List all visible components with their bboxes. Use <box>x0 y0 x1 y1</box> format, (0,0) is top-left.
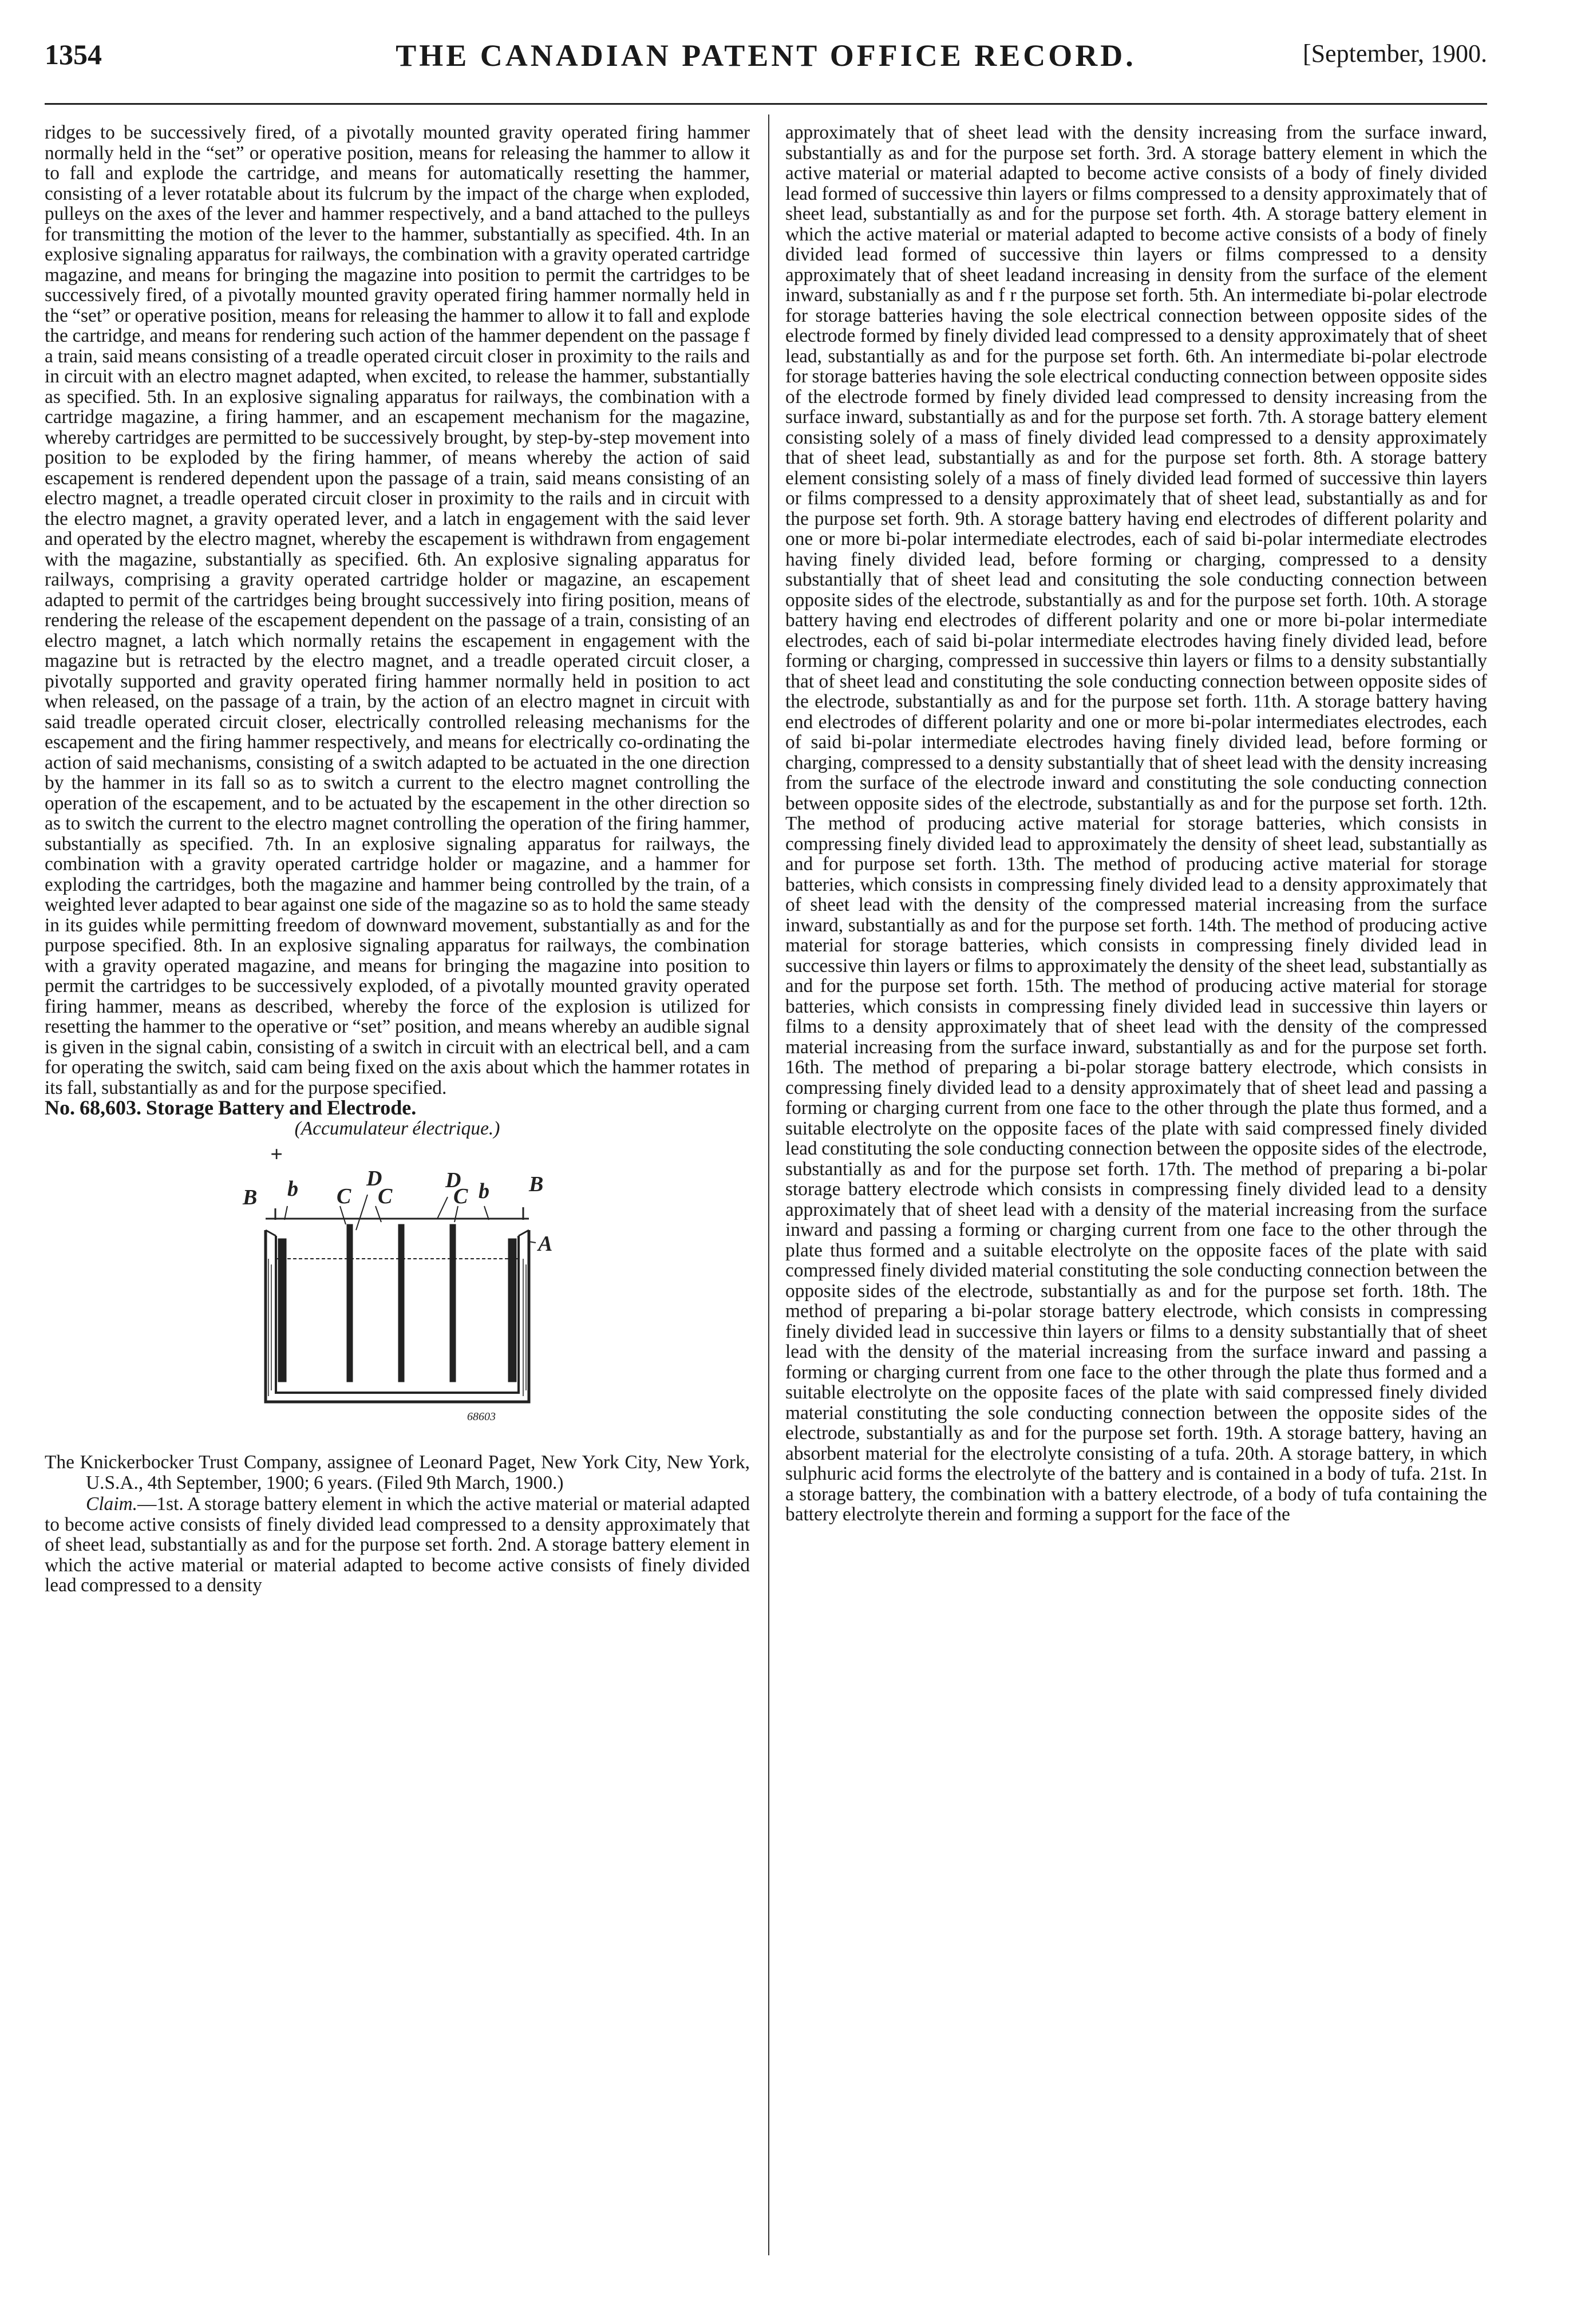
issue-date: [September, 1900. <box>1302 39 1487 68</box>
claims-start-text: —1st. A storage battery element in which the active material or material adapted to become active consists of finely divided lead compressed to a density approximately that of sheet lead, substantially as and for the purpose set forth. 2nd. A storage battery element in which the active material or material adapted to become active consists of finely divided lead compressed to a density <box>45 1493 750 1596</box>
assignee-text: The Knickerbocker Trust Company, assignee of Leonard Paget, New York City, New York, U.S.A., 4th September, 1900; 6 years. (Filed 9th March, 1900.) <box>45 1452 750 1493</box>
figure-label-b-left: B <box>243 1185 258 1210</box>
figure-label-plus: + <box>270 1144 283 1167</box>
journal-title: THE CANADIAN PATENT OFFICE RECORD. <box>396 38 1136 73</box>
figure-label-a: A <box>538 1232 553 1256</box>
figure-label-c-2: C <box>378 1184 393 1208</box>
claims-continuation: approximately that of sheet lead with the density increasing from the surface inward, substantially as and for the purpose set forth. 3rd. A storage battery element in which the active material or material adapted to become active consists of a body of finely divided lead formed of successive thin layers or films compressed to a density approximately that of sheet lead, substantially as and for the purpose set forth. 4th. A storage battery element in which the active material or material adapted to become active consists of a body of finely divided lead formed of successive thin layers or films compressed to a density approximately that of sheet leadand increasing in density from the surface of the element inward, substanially as and f r the purpose set forth. 5th. An intermediate bi-polar electrode for storage batteries having the sole electrical connection between opposite sides of the electrode formed by finely divided lead compressed to a density approximately that of sheet lead, substantially as and for the purpose set forth. 6th. An intermediate bi-polar electrode for storage batteries having the sole electrical conducting connection between opposite sides of the electrode formed by finely divided lead compressed to density increasing from the surface inward, substantially as and for the purpose set forth. 7th. A storage battery element consisting solely of a mass of finely divided lead compressed to a density approximately that of sheet lead, substantially as and for the purpose set forth. 8th. A storage battery element consisting solely of a mass of finely divided lead formed of successive thin layers or films compressed to a density approximately that of sheet lead, substantially as and for the purpose set forth. 9th. A storage battery having end electrodes of different polarity and one or more bi-polar intermediate electrodes, each of said bi-polar intermediate electrodes having finely divided lead, before forming or charging, compressed to a density substantially that of sheet lead and consituting the sole conducting connection between opposite sides of the electrode, substantially as and for the purpose set forth. 10th. A storage battery having end electrodes of different polarity and one or more bi-polar intermediate electrodes, each of said bi-polar intermediate electrodes having finely divided lead, before forming or charging, compressed in successive thin layers or films to a density substantially that of sheet lead and constituting the sole conducting connection between opposite sides of the electrode, substantially as and for the purpose set forth. 11th. A storage battery having end electrodes of different polarity and one or more bi-polar intermediates electrodes, each of said bi-polar intermediate electrodes having finely divided lead, before forming or charging, compressed to a density substantially that of sheet lead with the density increasing from the surface of the electrode inward and constituting the sole conducting connection between opposite sides of the electrode, substantially as and for the purpose set forth. 12th. The method of producing active material for storage batteries, which consists in compressing finely divided lead to approximately the density of sheet lead, substantially as and for purpose set forth. 13th. The method of producing active material for storage batteries, which consists in compressing finely divided lead to a density approximately that of sheet lead with the density of the compressed material increasing from the surface inward, substantially as and for the purpose set forth. 14th. The method of producing active material for storage batteries, which consists in compressing finely divided lead in successive thin layers or films to approximately the density of the sheet lead, substantially as and for the purpose set forth. 15th. The method of producing active material for storage batteries, which consists in compressing finely divided lead in successive thin layers or films to a density approximately that of sheet lead with the density of the compressed material increasing from the surface inward, substantially as and for the purpose set forth. 16th. The method of preparing a bi-polar storage battery electrode, which consists in compressing finely divided lead to a density approximately that of sheet lead and passing a forming or charging current from one face to the other through the plate thus formed, and a suitable electrolyte on the opposite faces of the plate with said compressed finely divided lead constituting the sole conducting connection between the opposite sides of the electrode, substantially as and for the purpose set forth. 17th. The method of preparing a bi-polar storage battery electrode which consists in compressing finely divided lead to a density approximately that of sheet lead with a density of the material increasing from the surface inward and passing a forming or charging current from one face to the other through the plate thus formed and a suitable electrolyte on the opposite faces of the plate with said compressed finely divided material constituting the sole conducting connection between the opposite sides of the electrode, substantially as and for the purpose set forth. 18th. The method of preparing a bi-polar storage battery electrode, which consists in compressing finely divided lead in successive thin layers or films to a density substantially that of sheet lead with the density of the material increasing from the surface inward and passing a forming or charging current from one face to the other through the plate thus formed and a suitable electrolyte on the opposite faces of the plate with said compressed finely divided material constituting the sole conducting connection between the opposite sides of the electrode, substantially as and for the purpose set forth. 19th. A storage battery, having an absorbent material for the electrolyte consisting of a tufa. 20th. A storage battery, in which sulphuric acid forms the electrolyte of the battery and is contained in a body of tufa. 21st. In a storage battery, the combination with a battery electrode, of a body of tufa containing the battery electrolyte therein and forming a support for the face of the <box>785 122 1487 1525</box>
figure-label-b-small-right: b <box>479 1179 489 1203</box>
figure-label-c-1: C <box>337 1184 351 1208</box>
previous-claims-continuation: ridges to be successively fired, of a pivotally mounted gravity operated firing hammer normally held in the “set” or operative position, means for releasing the hammer to allow it to fall and explode the cartridge, and means for automatically resetting the hammer, consisting of a lever rotatable about its fulcrum by the impact of the charge when exploded, pulleys on the axes of the lever and hammer respectively, and a band attached to the pulleys for transmitting the motion of the lever to the hammer, substantially as specified. 4th. In an explosive signaling apparatus for railways, the combination with a gravity operated cartridge magazine, and means for bringing the magazine into position to permit the cartridges to be successively fired, of a pivotally mounted gravity operated firing hammer normally held in the “set” or operative position, means for releasing the hammer to allow it to fall and explode the cartridge, and means for rendering such action of the hammer dependent on the passage f a train, said means consisting of a treadle operated circuit closer in proximity to the rails and in circuit with an electro magnet adapted, when excited, to release the hammer, substantially as specified. 5th. In an explosive signaling apparatus for railways, the combination with a cartridge magazine, a firing hammer, and an escapement mechanism for the magazine, whereby cartridges are permitted to be successively brought, by step-by-step movement into position to be exploded by the firing hammer, of means whereby the action of said escapement is rendered dependent upon the passage of a train, said means consisting of an electro magnet, a treadle operated circuit closer in proximity to the rails and in circuit with the electro magnet, a gravity operated lever, and a latch in engagement with the said lever and operated by the electro magnet, whereby the escapement is withdrawn from engagement with the magazine, substantially as specified. 6th. An explosive signaling apparatus for railways, comprising a gravity operated cartridge holder or magazine, an escapement adapted to permit of the cartridges being brought successively into firing position, means of rendering the release of the escapement dependent on the passage of a train, consisting of an electro magnet, a latch which normally retains the escapement in engagement with the magazine but is retracted by the electro magnet, and a treadle operated circuit closer, a pivotally supported and gravity operated firing hammer normally held in position to act when released, on the passage of a train, by the action of an electro magnet in circuit with said treadle operated circuit closer, electrically controlled releasing mechanisms for the escapement and the firing hammer respectively, and means for electrically co-ordinating the action of said mechanisms, consisting of a switch adapted to be actuated in the one direction by the hammer in its fall so as to switch a current to the electro magnet controlling the operation of the escapement, and to be actuated by the escapement in the other direction so as to switch the current to the electro magnet controlling the operation of the firing hammer, substantially as specified. 7th. In an explosive signaling apparatus for railways, the combination with a gravity operated cartridge holder or magazine, and a hammer for exploding the cartridges, both the magazine and hammer being controlled by the train, of a weighted lever adapted to bear against one side of the magazine so as to hold the same steady in its guides while permitting freedom of downward movement, substantially as and for the purpose specified. 8th. In an explosive signaling apparatus for railways, the combination with a gravity operated magazine, and means for bringing the magazine into position to permit the cartridges to be successively exploded, of a pivotally mounted gravity operated firing hammer, means as described, whereby the force of the explosion is utilized for resetting the hammer to the operative or “set” position, and means whereby an audible signal is given in the signal cabin, consisting of a switch in circuit with an electrical bell, and a cam for operating the switch, said cam being fixed on the axis about which the hammer rotates in its fall, substantially as and for the purpose specified. <box>45 122 750 1098</box>
patent-heading: No. 68,603. Storage Battery and Electrode. <box>45 1096 417 1119</box>
figure-label-d-1: D <box>366 1167 382 1191</box>
right-column <box>785 122 1487 2258</box>
figure-label-b-small-left: b <box>287 1177 298 1201</box>
battery-diagram <box>220 1144 575 1430</box>
french-title: (Accumulateur électrique.) <box>294 1117 500 1139</box>
claims-opening <box>45 1494 750 1596</box>
page-number: 1354 <box>45 38 102 70</box>
figure-number: 68603 <box>467 1410 496 1423</box>
page-header <box>45 38 1487 84</box>
figure-label-c-3: C <box>453 1184 468 1208</box>
claim-label: Claim. <box>86 1493 137 1515</box>
header-rule <box>45 103 1487 105</box>
figure-label-d-2: D <box>445 1168 461 1192</box>
left-column <box>45 122 750 2258</box>
column-divider <box>768 114 769 2255</box>
figure-label-b-right: B <box>529 1172 544 1196</box>
